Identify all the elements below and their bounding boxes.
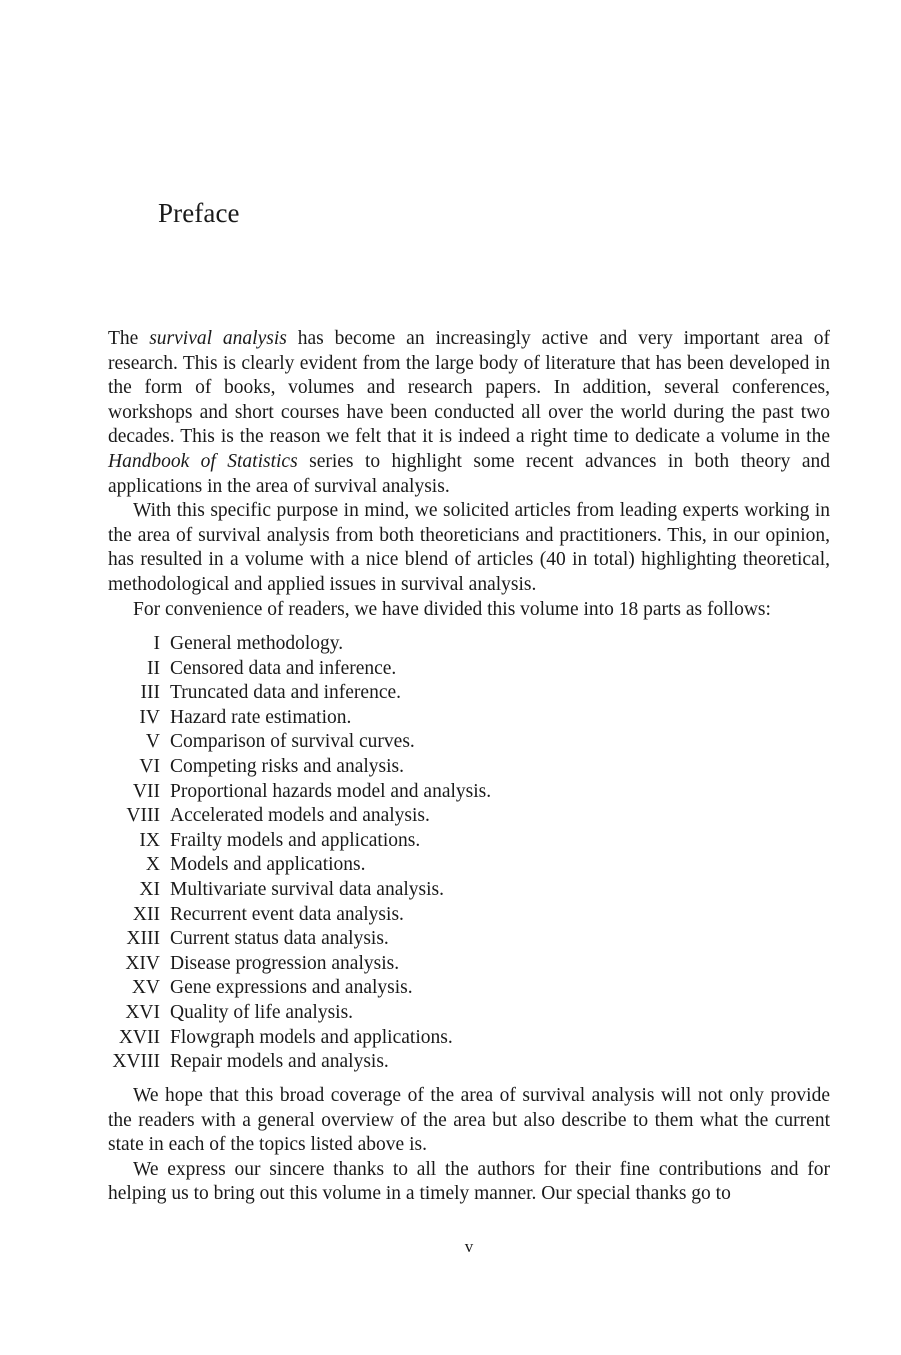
part-title: Censored data and inference. bbox=[170, 657, 397, 679]
text-segment: For convenience of readers, we have divided this volume into 18 parts as follows: bbox=[133, 598, 771, 620]
part-title: Disease progression analysis. bbox=[170, 952, 400, 974]
part-title: Flowgraph models and applications. bbox=[170, 1026, 453, 1048]
part-title: Multivariate survival data analysis. bbox=[170, 878, 445, 900]
part-title: Hazard rate estimation. bbox=[170, 706, 352, 728]
part-title: General methodology. bbox=[170, 633, 344, 654]
preface-closing-text bbox=[108, 1084, 830, 1207]
part-numeral: XVIII bbox=[112, 1051, 160, 1073]
part-title: Comparison of survival curves. bbox=[170, 731, 415, 753]
part-item bbox=[108, 657, 708, 682]
part-item bbox=[108, 804, 708, 829]
italic-text: Handbook of Statistics bbox=[108, 450, 298, 472]
part-numeral: XII bbox=[132, 903, 160, 925]
part-numeral: VIII bbox=[126, 805, 160, 827]
part-title: Models and applications. bbox=[170, 854, 366, 876]
text-segment: The bbox=[108, 328, 150, 349]
part-numeral: XIV bbox=[125, 952, 160, 974]
paragraph-intro bbox=[108, 327, 830, 499]
part-numeral: XI bbox=[139, 878, 160, 900]
part-numeral: XIII bbox=[126, 928, 160, 950]
preface-intro-text bbox=[108, 327, 830, 622]
text-segment: series to highlight some recent advances in both theory and applications in the area of survival analysis. bbox=[108, 450, 830, 497]
part-numeral: XV bbox=[131, 977, 160, 999]
paragraph-purpose bbox=[108, 499, 830, 597]
part-item bbox=[108, 730, 708, 755]
part-item bbox=[108, 829, 708, 854]
part-numeral: XVII bbox=[118, 1026, 160, 1048]
part-item bbox=[108, 755, 708, 780]
text-segment: We hope that this broad coverage of the area of survival analysis will not only provide the readers with a general overview of the area but also describe to them what the current state in each of the topics listed above is. bbox=[108, 1085, 830, 1156]
part-title: Gene expressions and analysis. bbox=[170, 977, 413, 999]
part-numeral: IX bbox=[139, 829, 160, 851]
part-title: Recurrent event data analysis. bbox=[170, 903, 404, 925]
text-segment: We express our sincere thanks to all the authors for their fine contributions and for helping us to bring out this volume in a timely manner. Our special thanks go to bbox=[108, 1158, 830, 1205]
part-title: Repair models and analysis. bbox=[170, 1051, 389, 1073]
part-item bbox=[108, 681, 708, 706]
part-item bbox=[108, 1001, 708, 1026]
part-numeral: II bbox=[147, 657, 160, 679]
paragraph-coverage bbox=[108, 1084, 830, 1158]
paragraph-parts-lead bbox=[108, 598, 830, 623]
part-numeral: IV bbox=[139, 706, 160, 728]
part-item bbox=[108, 903, 708, 928]
paragraph-thanks bbox=[108, 1158, 830, 1207]
part-item bbox=[108, 780, 708, 805]
part-title: Competing risks and analysis. bbox=[170, 755, 404, 777]
part-numeral: V bbox=[145, 731, 160, 753]
italic-text: survival analysis bbox=[149, 328, 287, 349]
part-item bbox=[108, 632, 708, 657]
parts-list bbox=[108, 632, 708, 1075]
text-segment: With this specific purpose in mind, we solicited articles from leading experts working in the area of survival analysis from both theoreticians and practitioners. This, in our opinion, has resulted in a volume with a nice blend of articles (40 in total) highlighting theoretical, methodological and applied issues in survival analysis. bbox=[108, 500, 830, 595]
part-numeral: I bbox=[153, 633, 160, 654]
part-numeral: VI bbox=[139, 755, 160, 777]
page-number: v bbox=[464, 1237, 474, 1256]
part-numeral: III bbox=[140, 682, 160, 704]
part-item bbox=[108, 1026, 708, 1051]
part-item bbox=[108, 853, 708, 878]
part-title: Truncated data and inference. bbox=[170, 682, 402, 704]
part-item bbox=[108, 878, 708, 903]
page-title: Preface bbox=[158, 198, 240, 228]
part-item bbox=[108, 952, 708, 977]
part-title: Accelerated models and analysis. bbox=[170, 805, 430, 827]
part-title: Proportional hazards model and analysis. bbox=[170, 780, 492, 802]
text-segment: has become an increasingly active and very important area of research. This is clearly evident from the large body of literature that has been developed in the form of books, volumes and research papers. In addition, several conferences, workshops and short courses have been conducted all over the world during the past two decades. This is the reason we felt that it is indeed a right time to dedicate a volume in the bbox=[108, 328, 830, 448]
part-item bbox=[108, 976, 708, 1001]
part-item bbox=[108, 927, 708, 952]
part-title: Frailty models and applications. bbox=[170, 829, 421, 851]
part-numeral: XVI bbox=[125, 1001, 160, 1023]
part-title: Current status data analysis. bbox=[170, 928, 389, 950]
part-item bbox=[108, 706, 708, 731]
part-numeral: VII bbox=[132, 780, 160, 802]
part-numeral: X bbox=[145, 854, 160, 876]
part-title: Quality of life analysis. bbox=[170, 1001, 354, 1023]
part-item bbox=[108, 1050, 708, 1075]
